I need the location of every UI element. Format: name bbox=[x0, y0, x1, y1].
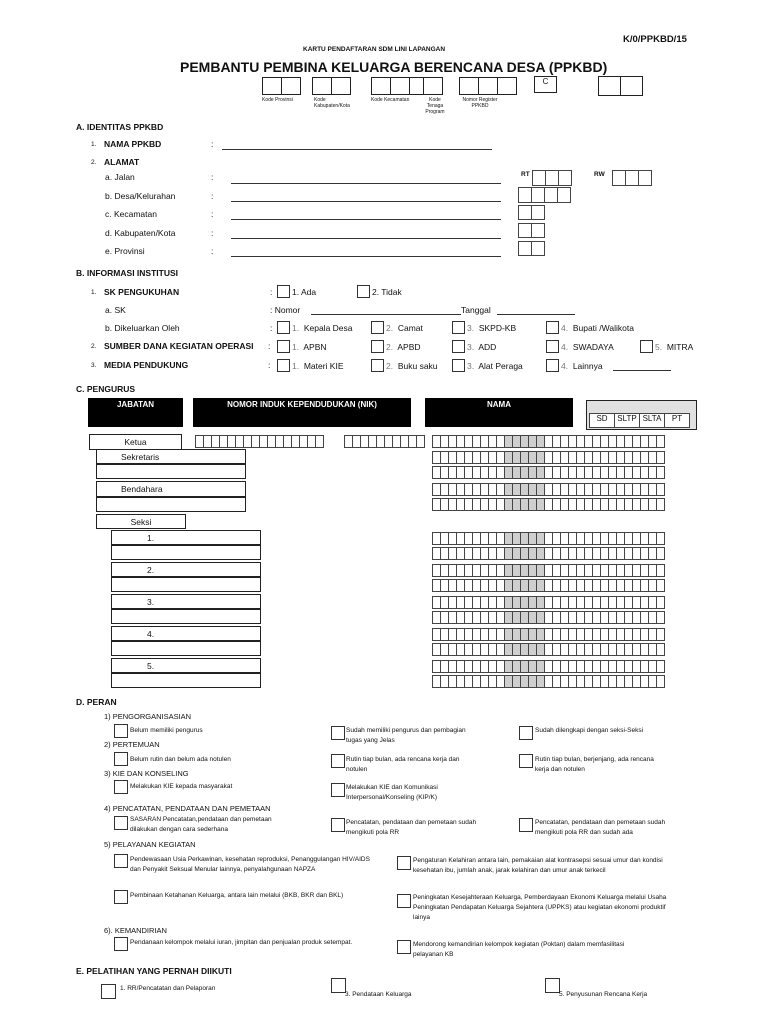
option-text: Sudah memiliki pengurus dan pembagian tugas yang Jelas bbox=[346, 727, 466, 744]
code-label: Kode Provinsi bbox=[262, 97, 293, 103]
header-jabatan: JABATAN bbox=[88, 398, 183, 427]
colon: : bbox=[270, 323, 273, 333]
option-text: Pembinaan Ketahanan Keluarga, antara lain melalui (BKB, BKR dan BKL) bbox=[130, 892, 344, 899]
peran-4a-checkbox[interactable] bbox=[114, 816, 128, 830]
sk-ada-label: 1. Ada bbox=[292, 287, 317, 297]
role-ketua: Ketua bbox=[89, 434, 182, 450]
rw-label: RW bbox=[594, 171, 605, 178]
option-text: Peningkatan Kesejahteraan Keluarga, Pemberdayaan Ekonomi Keluarga melalui Usaha Peningkatan Pendapatan Keluarga Sejahtera (UPPKS) atau kegiatan ekonomi produktif lainya bbox=[413, 894, 667, 921]
bupati-checkbox[interactable] bbox=[546, 321, 559, 334]
nama-grid[interactable] bbox=[432, 643, 664, 656]
nama-grid[interactable] bbox=[432, 435, 664, 448]
peran-3a-checkbox[interactable] bbox=[114, 780, 128, 794]
code-box[interactable] bbox=[312, 77, 332, 95]
field-label-kecamatan: c. Kecamatan bbox=[105, 209, 157, 219]
code-box[interactable] bbox=[262, 77, 282, 95]
option-number: 2. bbox=[386, 342, 394, 352]
materi-kie-checkbox[interactable] bbox=[277, 359, 290, 372]
seksi-3: 3. bbox=[111, 594, 261, 609]
peran-2a-checkbox[interactable] bbox=[114, 752, 128, 766]
desa-field[interactable] bbox=[231, 201, 501, 202]
peran-6b-checkbox[interactable] bbox=[397, 940, 411, 954]
option-text: Rutin tiap bulan, berjenjang, ada rencana kerja dan notulen bbox=[535, 756, 654, 773]
peran-5d-checkbox[interactable] bbox=[397, 894, 411, 908]
pelatihan-3-label: 3. Pendataan Keluarga bbox=[345, 991, 412, 998]
option-text: Pencatatan, pendataan dan pemetaan sudah mengikuti pola RR dan sudah ada bbox=[535, 819, 666, 836]
tanggal-label: Tanggal bbox=[461, 305, 491, 315]
section-e-title: E. PELATIHAN YANG PERNAH DIIKUTI bbox=[76, 966, 232, 976]
nama-grid[interactable] bbox=[432, 498, 664, 511]
option-number: 5. bbox=[655, 342, 663, 352]
option-text: Pencatatan, pendataan dan pemetaan sudah mengikuti pola RR bbox=[346, 819, 477, 836]
peran-3b-checkbox[interactable] bbox=[331, 783, 345, 797]
option-label: Bupati /Walikota bbox=[572, 323, 634, 333]
rt-boxes[interactable] bbox=[532, 170, 571, 186]
nama-grid[interactable] bbox=[432, 660, 664, 673]
code-box[interactable] bbox=[620, 76, 643, 96]
sk-ada-checkbox[interactable] bbox=[277, 285, 290, 298]
peran-2b-checkbox[interactable] bbox=[331, 754, 345, 768]
nama-grid[interactable] bbox=[432, 628, 664, 641]
nama-grid[interactable] bbox=[432, 611, 664, 624]
sk-tidak-checkbox[interactable] bbox=[357, 285, 370, 298]
colon: : bbox=[211, 191, 214, 201]
code-label: Nomor Register PPKBD bbox=[462, 97, 498, 109]
option-label: ADD bbox=[478, 342, 497, 352]
seksi-4: 4. bbox=[111, 626, 261, 641]
option-text: Pengaturan Kelahiran antara lain, pemakaian alat kontrasepsi sesuai umur dan kondisi kesehatan ibu, jumlah anak, jarak kelahiran dan umur anak terkecil bbox=[413, 857, 663, 874]
colon: : bbox=[268, 360, 271, 370]
form-subtitle: KARTU PENDAFTARAN SDM LINI LAPANGAN bbox=[303, 46, 446, 53]
nama-grid[interactable] bbox=[432, 532, 664, 545]
option-text: Sudah dilengkapi dengan seksi-Seksi bbox=[535, 727, 644, 734]
add-checkbox[interactable] bbox=[452, 340, 465, 353]
option-label: Camat bbox=[397, 323, 423, 333]
option-label: Materi KIE bbox=[303, 361, 344, 371]
nik-grid[interactable] bbox=[195, 435, 323, 448]
colon: : bbox=[270, 287, 273, 297]
option-label: MITRA bbox=[666, 342, 694, 352]
option-number: 3. bbox=[467, 323, 475, 333]
option-text: Pendewasaan Usia Perkawinan, kesehatan reproduksi, Penanggulangan HIV/AIDS dan Penyakit Seksual Menular lainnya, penyalahgunaan NAPZA bbox=[130, 856, 370, 873]
colon: : bbox=[211, 228, 214, 238]
apbd-checkbox[interactable] bbox=[371, 340, 384, 353]
colon: : bbox=[211, 246, 214, 256]
tanggal-field[interactable] bbox=[497, 314, 575, 315]
section-b-title: B. INFORMASI INSTITUSI bbox=[76, 268, 178, 278]
option-number: 2. bbox=[386, 323, 394, 333]
swadaya-checkbox[interactable] bbox=[546, 340, 559, 353]
peran-5-title: 5) PELAYANAN KEGIATAN bbox=[104, 840, 196, 849]
lainnya-field[interactable] bbox=[613, 370, 671, 371]
option-text: SASARAN Pencatatan,pendataan dan pemetaan dilakukan dengan cara sederhana bbox=[130, 816, 272, 833]
option-number: 2. bbox=[386, 361, 394, 371]
peran-3-title: 3) KIE DAN KONSELING bbox=[104, 769, 189, 778]
code-box[interactable] bbox=[497, 77, 517, 95]
option-text: Pendanaan kelompok melalui iuran, jimpitan dan penjualan produk setempat. bbox=[130, 939, 353, 946]
prov-code-boxes[interactable] bbox=[518, 241, 544, 256]
rt-label: RT bbox=[521, 171, 530, 178]
peran-6a-checkbox[interactable] bbox=[114, 937, 128, 951]
code-box[interactable] bbox=[390, 77, 410, 95]
peran-5a-checkbox[interactable] bbox=[114, 854, 128, 868]
nama-grid[interactable] bbox=[432, 466, 664, 479]
kepala-desa-checkbox[interactable] bbox=[277, 321, 290, 334]
name-field[interactable] bbox=[111, 609, 261, 624]
code-label: Kode Kecamatan bbox=[371, 97, 410, 103]
nama-field[interactable] bbox=[222, 149, 492, 150]
edu-pt: PT bbox=[664, 413, 690, 428]
name-field[interactable] bbox=[111, 545, 261, 560]
peran-1b-checkbox[interactable] bbox=[331, 726, 345, 740]
option-label: Alat Peraga bbox=[478, 361, 523, 371]
peran-1c-checkbox[interactable] bbox=[519, 726, 533, 740]
section-d-title: D. PERAN bbox=[76, 697, 117, 707]
nama-grid[interactable] bbox=[432, 596, 664, 609]
code-box[interactable] bbox=[281, 77, 301, 95]
name-field[interactable] bbox=[111, 577, 261, 592]
option-text: Mendorong kemandirian kelompok kegiatan (Poktan) dalam memfasilitasi pelayanan KB bbox=[413, 941, 625, 958]
peran-4b-checkbox[interactable] bbox=[331, 818, 345, 832]
colon: : bbox=[211, 139, 214, 149]
header-nama: NAMA bbox=[425, 398, 573, 427]
edu-sd: SD bbox=[589, 413, 615, 428]
peran-1a-checkbox[interactable] bbox=[114, 724, 128, 738]
role-bendahara: Bendahara bbox=[96, 481, 246, 497]
pelatihan-3-checkbox[interactable] bbox=[331, 978, 346, 993]
code-box[interactable] bbox=[371, 77, 391, 95]
option-number: 4. bbox=[561, 323, 569, 333]
pelatihan-1-label: 1. RR/Pencatatan dan Pelaporan bbox=[120, 985, 216, 992]
sk-tidak-label: 2. Tidak bbox=[372, 287, 402, 297]
option-number: 3. bbox=[467, 342, 475, 352]
option-label: Buku saku bbox=[397, 361, 438, 371]
role-sekretaris: Sekretaris bbox=[96, 449, 246, 464]
peran-1-title: 1) PENGORGANISASIAN bbox=[104, 712, 192, 721]
camat-checkbox[interactable] bbox=[371, 321, 384, 334]
pelatihan-5-checkbox[interactable] bbox=[545, 978, 560, 993]
dikeluarkan-label: b. Dikeluarkan Oleh bbox=[105, 323, 180, 333]
name-field[interactable] bbox=[96, 497, 246, 512]
nama-label: NAMA PPKBD bbox=[104, 139, 162, 149]
peran-5c-checkbox[interactable] bbox=[114, 890, 128, 904]
media-label: MEDIA PENDUKUNG bbox=[104, 360, 189, 370]
option-label: SWADAYA bbox=[572, 342, 614, 352]
code-label: Kode Tenaga Program bbox=[425, 97, 445, 115]
option-text: Melakukan KIE kepada masyarakat bbox=[130, 783, 233, 790]
field-label-desa: b. Desa/Kelurahan bbox=[105, 191, 176, 201]
kab-code-boxes[interactable] bbox=[518, 223, 544, 238]
peran-2c-checkbox[interactable] bbox=[519, 754, 533, 768]
nama-grid[interactable] bbox=[432, 564, 664, 577]
nama-grid[interactable] bbox=[432, 451, 664, 464]
option-label: APBN bbox=[303, 342, 327, 352]
name-field[interactable] bbox=[96, 464, 246, 479]
jalan-field[interactable] bbox=[231, 183, 501, 184]
nama-grid[interactable] bbox=[432, 483, 664, 496]
option-label: APBD bbox=[397, 342, 421, 352]
nama-grid[interactable] bbox=[432, 675, 664, 688]
edu-slta: SLTA bbox=[639, 413, 665, 428]
pelatihan-5-label: 5. Penyusunan Rencana Kerja bbox=[559, 991, 648, 998]
code-box[interactable] bbox=[331, 77, 351, 95]
seksi-5: 5. bbox=[111, 658, 261, 673]
field-label-kabupaten: d. Kabupaten/Kota bbox=[105, 228, 176, 238]
provinsi-field[interactable] bbox=[231, 256, 501, 257]
code-label: Kode Kabupaten/Kota bbox=[314, 97, 350, 109]
option-text: Belum rutin dan belum ada notulen bbox=[130, 756, 231, 763]
name-field[interactable] bbox=[111, 641, 261, 656]
option-number: 1. bbox=[292, 342, 300, 352]
item-number: 1. bbox=[91, 141, 97, 148]
option-number: 1. bbox=[292, 323, 300, 333]
option-number: 4. bbox=[561, 342, 569, 352]
section-c-title: C. PENGURUS bbox=[76, 384, 136, 394]
skpd-kb-checkbox[interactable] bbox=[452, 321, 465, 334]
option-label: Kepala Desa bbox=[303, 323, 353, 333]
colon: : bbox=[268, 341, 271, 351]
colon: : bbox=[211, 209, 214, 219]
peran-5b-checkbox[interactable] bbox=[397, 856, 411, 870]
kec-code-boxes[interactable] bbox=[518, 205, 544, 220]
page-title: PEMBANTU PEMBINA KELUARGA BERENCANA DESA (PPKBD) bbox=[180, 59, 608, 75]
mitra-checkbox[interactable] bbox=[640, 340, 653, 353]
peran-2-title: 2) PERTEMUAN bbox=[104, 740, 160, 749]
edu-sltp: SLTP bbox=[614, 413, 640, 428]
code-box[interactable] bbox=[478, 77, 498, 95]
edu-columns bbox=[589, 413, 689, 428]
sk-a-label: a. SK bbox=[105, 305, 126, 315]
desa-code-boxes[interactable] bbox=[518, 187, 570, 203]
alamat-label: ALAMAT bbox=[104, 157, 140, 167]
seksi-2: 2. bbox=[111, 562, 261, 577]
item-number: 2. bbox=[91, 343, 97, 350]
kecamatan-field[interactable] bbox=[231, 219, 501, 220]
rw-boxes[interactable] bbox=[612, 170, 651, 186]
field-label-provinsi: e. Provinsi bbox=[105, 246, 145, 256]
code-box[interactable] bbox=[598, 76, 621, 96]
nama-grid[interactable] bbox=[432, 547, 664, 560]
peran-4c-checkbox[interactable] bbox=[519, 818, 533, 832]
seksi-1: 1. bbox=[111, 530, 261, 545]
buku-saku-checkbox[interactable] bbox=[371, 359, 384, 372]
option-number: 1. bbox=[292, 361, 300, 371]
header-nik: NOMOR INDUK KEPENDUDUKAN (NIK) bbox=[193, 398, 411, 427]
lainnya-checkbox[interactable] bbox=[546, 359, 559, 372]
nik-grid[interactable] bbox=[344, 435, 424, 448]
option-text: Melakukan KIE dan Komunikasi Interpersonal/Konseling (KIP/K) bbox=[346, 784, 438, 801]
form-code: K/0/PPKBD/15 bbox=[623, 34, 687, 45]
option-label: Lainnya bbox=[572, 361, 603, 371]
nama-grid[interactable] bbox=[432, 579, 664, 592]
option-number: 4. bbox=[561, 361, 569, 371]
nomor-field[interactable] bbox=[311, 314, 461, 315]
option-text: Belum memiliki pengurus bbox=[130, 727, 203, 734]
kabupaten-field[interactable] bbox=[231, 238, 501, 239]
item-number: 1. bbox=[91, 289, 97, 296]
item-number: 3. bbox=[91, 362, 97, 369]
item-number: 2. bbox=[91, 159, 97, 166]
nomor-label: : Nomor bbox=[270, 305, 301, 315]
apbn-checkbox[interactable] bbox=[277, 340, 290, 353]
option-text: Rutin tiap bulan, ada rencana kerja dan notulen bbox=[346, 756, 460, 773]
field-label-jalan: a. Jalan bbox=[105, 172, 135, 182]
sk-label: SK PENGUKUHAN bbox=[104, 287, 180, 297]
section-a-title: A. IDENTITAS PPKBD bbox=[76, 122, 164, 132]
alat-peraga-checkbox[interactable] bbox=[452, 359, 465, 372]
name-field[interactable] bbox=[111, 673, 261, 688]
peran-6-title: 6). KEMANDIRIAN bbox=[104, 926, 167, 935]
colon: : bbox=[211, 172, 214, 182]
peran-4-title: 4) PENCATATAN, PENDATAAN DAN PEMETAAN bbox=[104, 804, 271, 813]
code-box[interactable] bbox=[459, 77, 479, 95]
sumber-label: SUMBER DANA KEGIATAN OPERASI bbox=[104, 341, 254, 351]
code-box[interactable] bbox=[423, 77, 443, 95]
pelatihan-1-checkbox[interactable] bbox=[101, 984, 116, 999]
option-label: SKPD-KB bbox=[478, 323, 517, 333]
role-seksi: Seksi bbox=[96, 514, 186, 529]
code-c-box: C bbox=[534, 76, 557, 93]
option-number: 3. bbox=[467, 361, 475, 371]
